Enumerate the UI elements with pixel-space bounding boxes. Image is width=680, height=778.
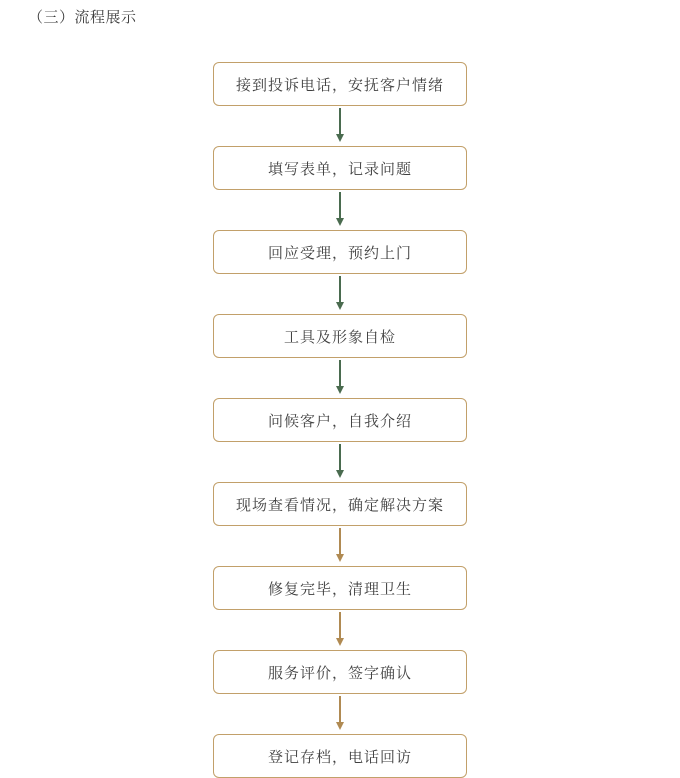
arrow-head (336, 218, 344, 226)
flow-node: 问候客户，自我介绍 (213, 398, 467, 442)
arrow-line (339, 528, 341, 556)
arrow-line (339, 108, 341, 136)
flow-arrow-down-icon (213, 694, 467, 734)
section-title: （三）流程展示 (28, 9, 137, 26)
flow-arrow-down-icon (213, 442, 467, 482)
arrow-line (339, 696, 341, 724)
process-flow-diagram (0, 62, 680, 778)
flow-node: 回应受理，预约上门 (213, 230, 467, 274)
arrow-head (336, 638, 344, 646)
flow-node: 修复完毕，清理卫生 (213, 566, 467, 610)
arrow-head (336, 386, 344, 394)
flow-node: 接到投诉电话，安抚客户情绪 (213, 62, 467, 106)
arrow-head (336, 134, 344, 142)
flow-arrow-down-icon (213, 190, 467, 230)
arrow-line (339, 276, 341, 304)
flow-node: 现场查看情况，确定解决方案 (213, 482, 467, 526)
arrow-head (336, 554, 344, 562)
arrow-head (336, 302, 344, 310)
flow-node: 工具及形象自检 (213, 314, 467, 358)
arrow-head (336, 722, 344, 730)
flow-node: 服务评价，签字确认 (213, 650, 467, 694)
arrow-head (336, 470, 344, 478)
arrow-line (339, 192, 341, 220)
arrow-line (339, 612, 341, 640)
flow-arrow-down-icon (213, 526, 467, 566)
flow-arrow-down-icon (213, 610, 467, 650)
flow-node: 填写表单，记录问题 (213, 146, 467, 190)
flow-arrow-down-icon (213, 274, 467, 314)
arrow-line (339, 444, 341, 472)
flow-arrow-down-icon (213, 358, 467, 398)
flow-arrow-down-icon (213, 106, 467, 146)
flow-node: 登记存档，电话回访 (213, 734, 467, 778)
arrow-line (339, 360, 341, 388)
